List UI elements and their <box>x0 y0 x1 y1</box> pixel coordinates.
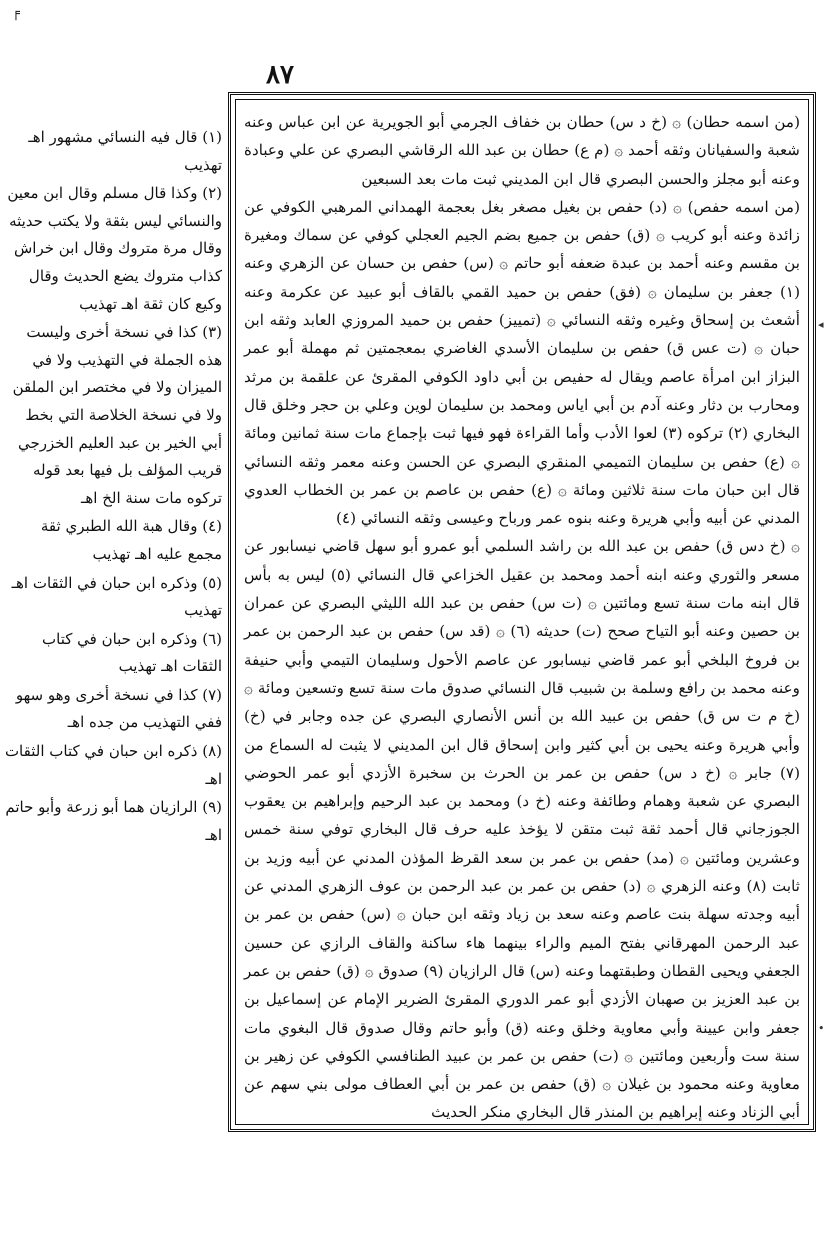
main-paragraph-hafs-continued: ۞ (خ دس ق) حفص بن عبد الله بن راشد السلمي أبو عمرو أبو سهل قاضي نيسابور عن مسعر والثوري وعنه ابنه أحمد ومحمد بن عقيل الخزاعي قال النسائي (٥) ليس به بأس قال ابنه مات سنة تسع ومائتين ۞ (ت س) حفص بن عبد الله الليثي البصري عن عمران بن حصين وعنه أبو التياح صحح (ت) حديثه (٦) ۞ (قد س) حفص بن عبد الرحمن بن عمر بن فروخ البلخي أبو عمر قاضي نيسابور عن عاصم الأحول وسليمان التيمي وأبي حنيفة وعنه محمد بن رافع وسلمة بن شبيب قال النسائي صدوق مات سنة تسع وتسعين ومائة ۞ (خ م ت س ق) حفص بن عبيد الله بن أنس الأنصاري البصري عن جده وجابر في (خ) وأبي هريرة وعنه يحيى بن أبي كثير وابن إسحاق قال ابن المديني لا يثبت له السماع من (٧) جابر ۞ (خ د س) حفص بن عمر بن الحرث بن سخبرة الأزدي أبو عمر الحوضي البصري عن شعبة وهمام وطائفة وعنه (خ د) ومحمد بن عبد الرحيم وإبراهيم بن يعقوب الجوزجاني قال أحمد ثقة ثبت متقن لا يؤخذ عليه حرف قال البخاري توفي سنة خمس وعشرين ومائتين ۞ (مد) حفص بن عمر بن سعد القرظ المؤذن المدني عن أبيه وزيد بن ثابت (٨) وعنه الزهري ۞ (د) حفص بن عمر بن عبد الرحمن بن عوف الزهري المدني عن أبيه وجدته سهلة بنت عاصم وعنه سعد بن زياد وثقه ابن حبان ۞ (س) حفص بن عمر بن عبد الرحمن المهرقاني بفتح الميم والراء بينهما هاء ساكنة والقاف الرازي عن حسين الجعفي ويحيى القطان وطبقتهما وعنه (س) قال الرازيان (٩) صدوق ۞ (ق) حفص بن عمر بن عبد العزيز بن صهبان الأزدي أبو عمر الدوري المقرئ الضرير الإمام عن إسماعيل بن جعفر وابن عيينة وأبي معاوية وخلق وعنه (ق) وأبو حاتم وقال صدوق قال البغوي مات سنة ست وأربعين ومائتين ۞ (ت) حفص بن عمر بن عبيد الطنافسي الكوفي عن زهير بن معاوية وعنه محمود بن غيلان ۞ (ق) حفص بن عمر بن أبي العطاف مولى بني سهم عن أبي الزناد وعنه إبراهيم بن المنذر قال البخاري منكر الحديث <box>244 537 801 1122</box>
footnote-6: (٦) وذكره ابن حبان في كتاب الثقات اهـ تهذيب <box>42 629 222 676</box>
corner-mark: ╒ <box>12 6 20 21</box>
footnote-8: (٨) ذكره ابن حبان في كتاب الثقات اهـ <box>4 742 222 788</box>
margin-mark-upper: ◂ <box>818 318 824 331</box>
footnote-1: (١) قال فيه النسائي مشهور اهـ تهذيب <box>28 128 222 174</box>
footnote-2: (٢) وكذا قال مسلم وقال ابن معين والنسائي ليس بثقة ولا يكتب حديثه وقال مرة متروك وقال ابن خراش كذاب متروك يضع الحديث وقال وكيع كان ثقة اهـ تهذيب <box>7 184 222 313</box>
footnote-9: (٩) الرازيان هما أبو زرعة وأبو حاتم اهـ <box>5 798 222 844</box>
footnote-3: (٣) كذا في نسخة أخرى وليست هذه الجملة في التهذيب ولا في الميزان ولا في مختصر ابن الملقن ولا في نسخة الخلاصة التي بخط أبي الخير بن عبد العليم الخزرجي قريب المؤلف بل فيها بعد قوله تركوه مات سنة الخ اهـ <box>12 323 222 507</box>
margin-mark-lower: • <box>818 1022 825 1035</box>
main-paragraph-hafs: (من اسمه حفص) ۞ (د) حفص بن بغيل مصغر بغل بعجمة الهمداني المرهبي الكوفي عن زائدة وعنه أبو كريب ۞ (ق) حفص بن جميع بضم الجيم العجلي كوفي عن سماك ومغيرة بن مقسم وعنه أحمد بن عبدة ضعفه أبو حاتم ۞ (س) حفص بن حسان عن الزهري وعنه (١) جعفر بن سليمان ۞ (فق) حفص بن حميد القمي بالقاف أبو عبيد عن عكرمة وعنه أشعث بن إسحاق وغيره وثقه النسائي ۞ (تمييز) حفص بن حميد المروزي العابد وثقه ابن حبان ۞ (ت عس ق) حفص بن سليمان الأسدي الغاضري بمعجمتين ثم مهملة أبو عمر البزاز ابن امرأة عاصم ويقال له حفيص بن أبي داود الكوفي المقرئ عن علقمة بن مرثد ومحارب بن دثار وعنه آدم بن أبي اياس ومحمد بن سليمان لوين وعلي بن حجر وخلق قال البخاري (٢) تركوه (٣) لعوا الأدب وأما القراءة فهو فيها ثبت بإجماع مات سنة ثمانين ومائة ۞ (ع) حفص بن سليمان التميمي المنقري البصري عن الحسن وعنه معمر وثقه النسائي قال ابن حبان مات سنة ثلاثين ومائة ۞ (ع) حفص بن عاصم بن عمر بن الخطاب العدوي المدني عن أبيه وأبي هريرة وعنه بنوه عمر ورباح وعيسى وثقه النسائي (٤) <box>244 197 801 528</box>
footnote-5: (٥) وذكره ابن حبان في الثقات اهـ تهذيب <box>11 573 222 620</box>
main-paragraph-hattan: (من اسمه حطان) ۞ (خ د س) حطان بن خفاف الجرمي أبو الجويرية عن ابن عباس وعنه شعبة والسفيانان وثقه أحمد ۞ (م ع) حطان بن عبد الله الرقاشي البصري عن علي وعبادة وعنه أبو مجلز والحسن البصري قال ابن المديني ثبت مات بعد السبعين <box>244 113 800 188</box>
page-number: ٨٧ <box>266 60 294 90</box>
footnote-7: (٧) كذا في نسخة أخرى وهو سهو ففي التهذيب من جده اهـ <box>15 685 222 732</box>
footnote-4: (٤) وقال هبة الله الطبري ثقة مجمع عليه اهـ تهذيب <box>40 517 222 563</box>
main-text-body <box>235 99 809 1125</box>
main-text-frame <box>228 92 816 1132</box>
footnotes-column <box>4 124 222 1134</box>
